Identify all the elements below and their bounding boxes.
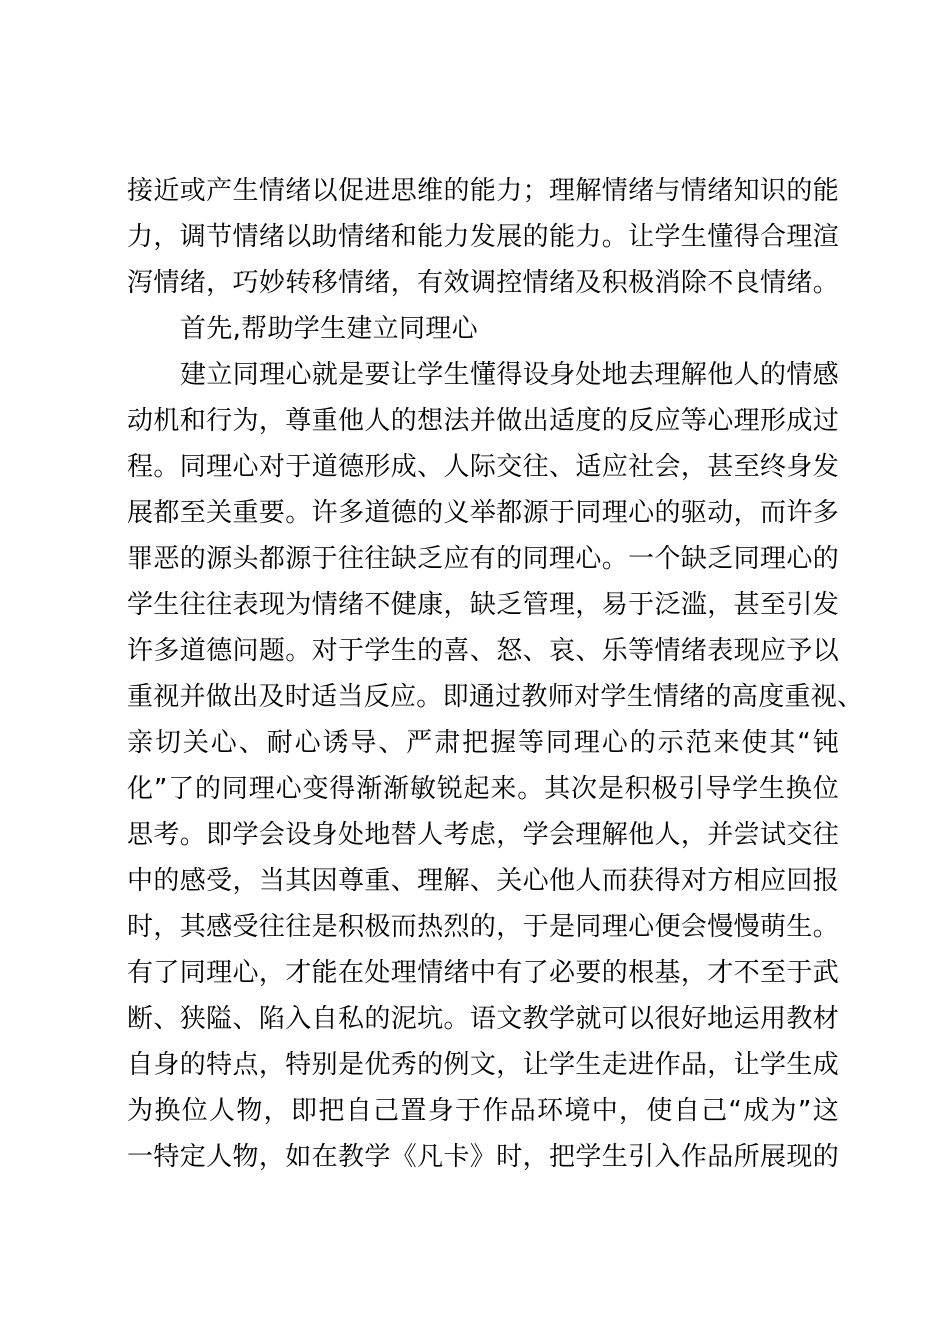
text-line: 动机和行为，尊重他人的想法并做出适度的反应等心理形成过 bbox=[127, 406, 839, 436]
text-line: 学生往往表现为情绪不健康，缺乏管理，易于泛滥，甚至引发 bbox=[127, 590, 839, 620]
text-line: 自身的特点，特别是优秀的例文，让学生走进作品，让学生成 bbox=[127, 1050, 839, 1080]
text-line: 有了同理心，才能在处理情绪中有了必要的根基，才不至于武 bbox=[127, 958, 839, 988]
text-line: 重视并做出及时适当反应。即通过教师对学生情绪的高度重视、 bbox=[127, 682, 864, 712]
text-line: 程。同理心对于道德形成、人际交往、适应社会，甚至终身发 bbox=[127, 452, 839, 482]
text-line: 接近或产生情绪以促进思维的能力；理解情绪与情绪知识的能 bbox=[127, 176, 839, 206]
text-line: 为换位人物，即把自己置身于作品环境中，使自己“成为”这 bbox=[127, 1096, 839, 1126]
body-text bbox=[127, 168, 864, 1180]
text-line: 许多道德问题。对于学生的喜、怒、哀、乐等情绪表现应予以 bbox=[127, 636, 839, 666]
text-line: 思考。即学会设身处地替人考虑，学会理解他人，并尝试交往 bbox=[127, 820, 839, 850]
text-line: 力，调节情绪以助情绪和能力发展的能力。让学生懂得合理渲 bbox=[127, 222, 839, 252]
text-line: 亲切关心、耐心诱导、严肃把握等同理心的示范来使其“钝 bbox=[127, 728, 839, 758]
text-line: 罪恶的源头都源于往往缺乏应有的同理心。一个缺乏同理心的 bbox=[127, 544, 839, 574]
text-line: 泻情绪，巧妙转移情绪，有效调控情绪及积极消除不良情绪。 bbox=[127, 268, 839, 298]
text-line: 断、狭隘、陷入自私的泥坑。语文教学就可以很好地运用教材 bbox=[127, 1004, 839, 1034]
text-line: 化”了的同理心变得渐渐敏锐起来。其次是积极引导学生换位 bbox=[127, 774, 839, 804]
text-line: 一特定人物，如在教学《凡卡》时，把学生引入作品所展现的 bbox=[127, 1142, 839, 1172]
paragraph-first-line: 建立同理心就是要让学生懂得设身处地去理解他人的情感 bbox=[180, 360, 839, 390]
section-heading: 首先,帮助学生建立同理心 bbox=[180, 314, 478, 344]
text-line: 展都至关重要。许多道德的义举都源于同理心的驱动，而许多 bbox=[127, 498, 839, 528]
text-line: 时，其感受往往是积极而热烈的，于是同理心便会慢慢萌生。 bbox=[127, 912, 839, 942]
text-line: 中的感受，当其因尊重、理解、关心他人而获得对方相应回报 bbox=[127, 866, 839, 896]
